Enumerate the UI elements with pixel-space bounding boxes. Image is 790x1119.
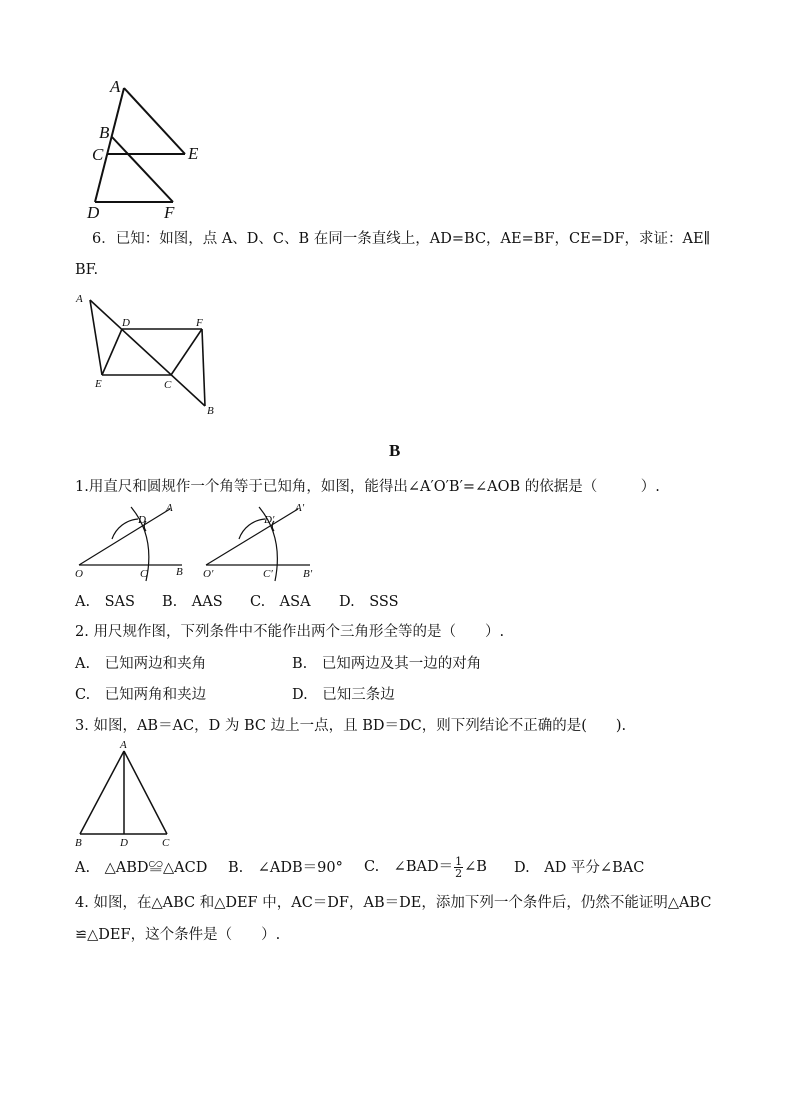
label-A: A xyxy=(166,502,173,514)
label-A: A xyxy=(76,293,83,305)
label-B-prime: B′ xyxy=(303,568,313,580)
q4-line2: ≌△DEF，这个条件是（ ）. xyxy=(75,927,281,943)
q3-option-c-suffix: ∠B xyxy=(464,859,487,875)
q1-option-a[interactable]: A. SAS xyxy=(75,594,135,610)
label-B: B xyxy=(207,405,214,417)
q6-line1: 6．已知：如图，点 A、D、C、B 在同一条直线上，AD=BC，AE=BF，CE=DF，求证：AE∥ xyxy=(92,231,711,247)
q6-line2: BF. xyxy=(75,262,99,278)
fraction-one-half xyxy=(454,856,463,879)
q1-option-d[interactable]: D. SSS xyxy=(339,594,399,610)
label-B: B xyxy=(75,837,82,849)
label-D: D xyxy=(87,203,100,222)
q2-option-b[interactable]: B. 已知两边及其一边的对角 xyxy=(292,656,482,672)
q4-line1: 4. 如图，在△ABC 和△DEF 中，AC＝DF，AB＝DE，添加下列一个条件后，仍然不能证明△ABC xyxy=(75,895,712,911)
section-title: B xyxy=(389,441,401,460)
label-B: B xyxy=(176,566,183,578)
figure-q3 xyxy=(0,735,790,850)
q2-option-a[interactable]: A. 已知两边和夹角 xyxy=(75,656,207,672)
fraction-numerator: 1 xyxy=(455,854,463,868)
fraction-denominator: 2 xyxy=(455,866,463,880)
label-C-prime: C′ xyxy=(263,568,273,580)
q3-stem: 3. 如图，AB＝AC，D 为 BC 边上一点，且 BD＝DC，则下列结论不正确的是( ). xyxy=(75,718,627,734)
q2-option-d[interactable]: D. 已知三条边 xyxy=(292,687,395,703)
label-C: C xyxy=(164,379,172,391)
label-D: D xyxy=(122,317,130,329)
label-E: E xyxy=(95,378,102,390)
label-C: C xyxy=(162,837,170,849)
q3-option-c-prefix: C. ∠BAD＝ xyxy=(364,859,454,875)
label-C: C xyxy=(140,568,148,580)
figure-top-triangles xyxy=(0,0,790,230)
label-A: A xyxy=(120,739,127,751)
label-E: E xyxy=(188,144,199,163)
label-F: F xyxy=(196,317,203,329)
figure-q1 xyxy=(0,497,790,587)
q1-option-b[interactable]: B. AAS xyxy=(162,594,223,610)
label-D: D xyxy=(138,514,146,526)
label-O-prime: O′ xyxy=(203,568,214,580)
q3-option-a[interactable]: A. △ABD≌△ACD xyxy=(75,860,208,876)
q2-option-c[interactable]: C. 已知两角和夹边 xyxy=(75,687,207,703)
q1-option-c[interactable]: C. ASA xyxy=(250,594,311,610)
q1-stem: 1.用直尺和圆规作一个角等于已知角，如图，能得出∠A′O′B′=∠AOB 的依据是（ ）. xyxy=(75,479,660,495)
q3-option-d[interactable]: D. AD 平分∠BAC xyxy=(514,860,645,876)
label-C: C xyxy=(92,145,104,164)
label-A-prime: A′ xyxy=(295,502,305,514)
label-O: O xyxy=(75,568,83,580)
label-F: F xyxy=(164,203,175,222)
q2-stem: 2. 用尺规作图，下列条件中不能作出两个三角形全等的是（ ）. xyxy=(75,624,505,640)
label-D: D xyxy=(120,837,128,849)
q3-option-b[interactable]: B. ∠ADB＝90° xyxy=(228,860,343,876)
label-B: B xyxy=(99,123,110,142)
label-D-prime: D′ xyxy=(264,514,275,526)
label-A: A xyxy=(110,77,121,96)
q3-option-c[interactable] xyxy=(364,852,487,882)
figure-q6 xyxy=(0,280,790,420)
